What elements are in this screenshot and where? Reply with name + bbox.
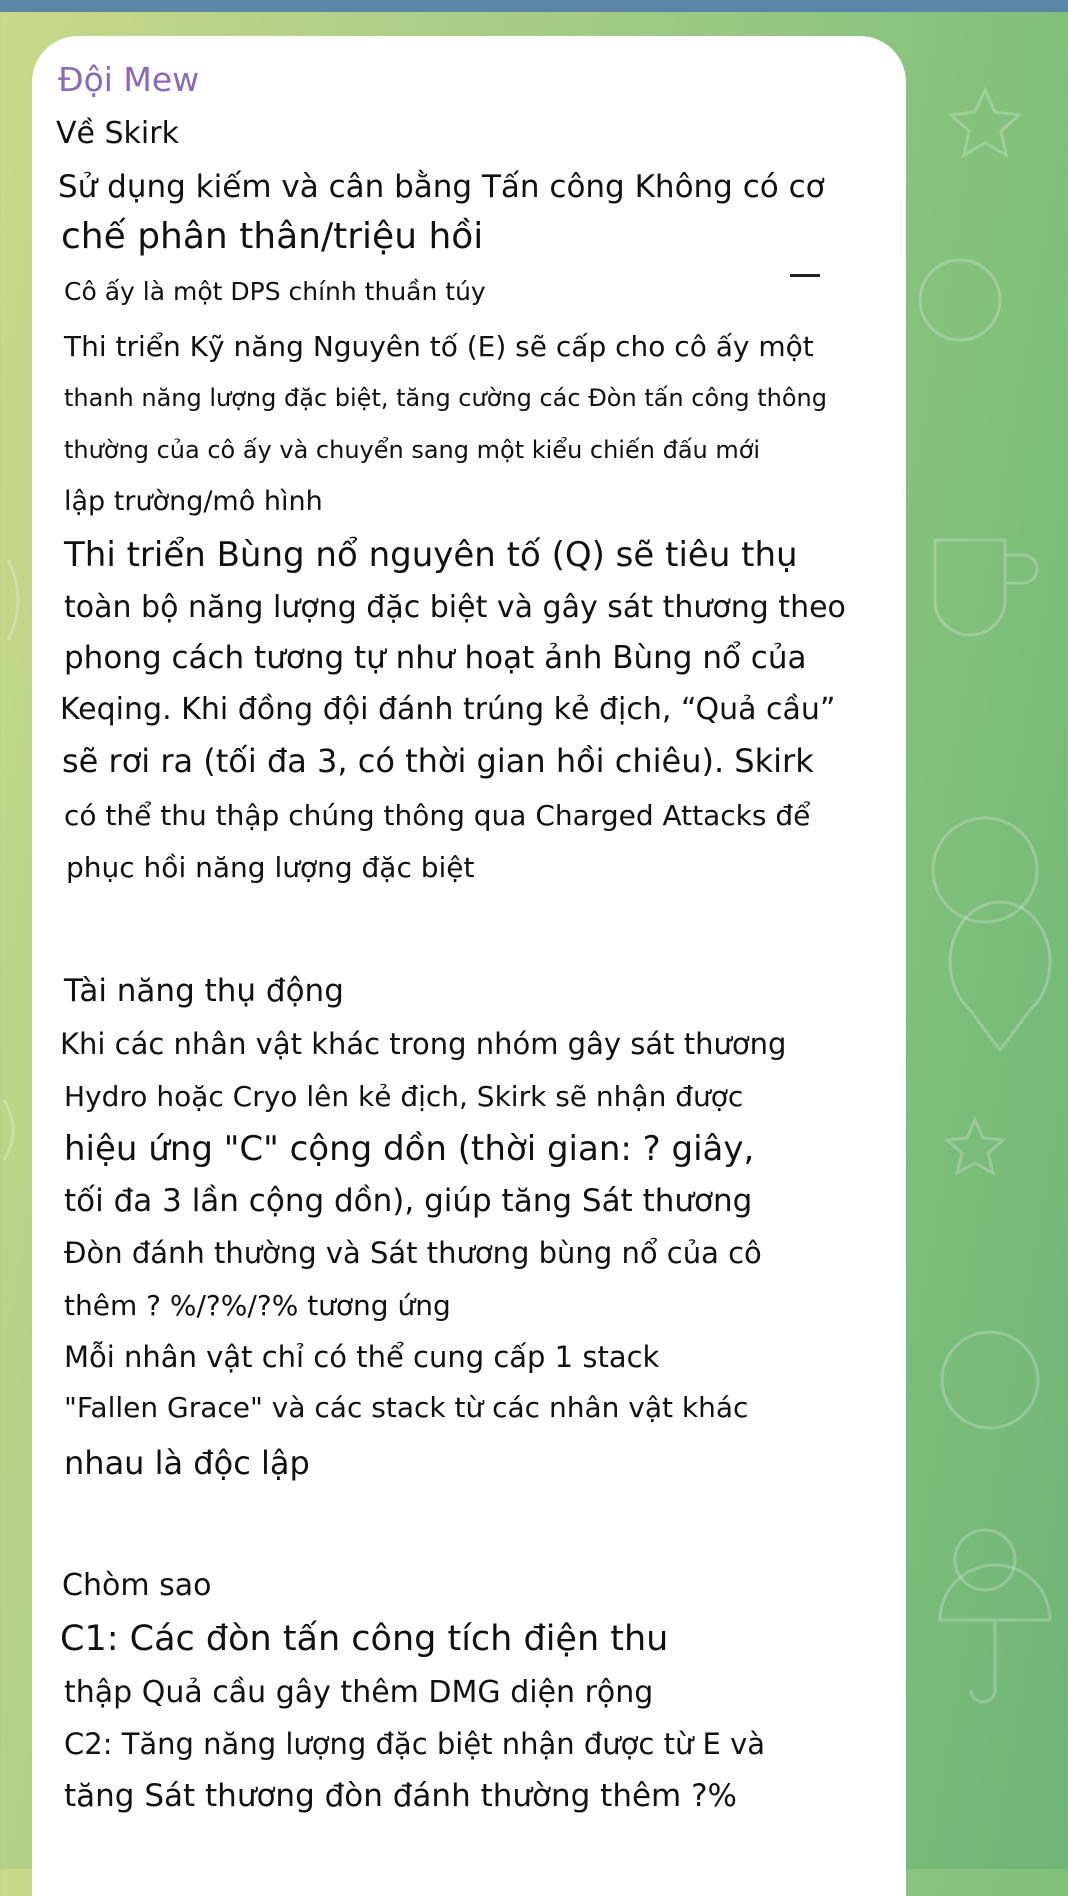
message-line: thập Quả cầu gây thêm DMG diện rộng [64, 1675, 654, 1710]
message-line: Keqing. Khi đồng đội đánh trúng kẻ địch, “Quả cầu” [60, 692, 836, 727]
message-line: hiệu ứng "C" cộng dồn (thời gian: ? giây, [64, 1129, 755, 1169]
message-line: Sử dụng kiếm và cân bằng Tấn công Không có cơ [58, 169, 825, 205]
message-line: có thể thu thập chúng thông qua Charged Attacks để [64, 799, 811, 832]
message-line: Thi triển Kỹ năng Nguyên tố (E) sẽ cấp cho cô ấy một [64, 330, 814, 363]
dash-mark [790, 274, 820, 277]
wallpaper-bubble-icon [920, 260, 1000, 340]
message-line: chế phân thân/triệu hồi [61, 216, 484, 257]
sender-name[interactable]: Đội Mew [58, 60, 200, 99]
message-line: Khi các nhân vật khác trong nhóm gây sát thương [60, 1027, 787, 1061]
section-heading: Chòm sao [62, 1568, 212, 1603]
message-line: Đòn đánh thường và Sát thương bùng nổ của cô [64, 1236, 762, 1270]
message-line: Thi triển Bùng nổ nguyên tố (Q) sẽ tiêu thụ [64, 535, 798, 575]
wallpaper-star-icon-2 [947, 1120, 1003, 1173]
message-line: Mỗi nhân vật chỉ có thể cung cấp 1 stack [64, 1340, 660, 1374]
message-bubble[interactable] [32, 36, 906, 1896]
message-line: nhau là độc lập [64, 1444, 310, 1482]
message-line: C1: Các đòn tấn công tích điện thu [60, 1619, 669, 1659]
wallpaper-umbrella-icon [940, 1565, 1050, 1702]
message-line: C2: Tăng năng lượng đặc biệt nhận được từ E và [64, 1727, 766, 1761]
message-line: Về Skirk [56, 116, 179, 151]
wallpaper-balloon-icon [950, 902, 1050, 1050]
section-heading: Tài năng thụ động [64, 973, 344, 1009]
message-line: thêm ? %/?%/?% tương ứng [64, 1289, 451, 1322]
message-line: toàn bộ năng lượng đặc biệt và gây sát thương theo [64, 590, 846, 625]
message-line: tối đa 3 lần cộng dồn), giúp tăng Sát thương [64, 1183, 753, 1219]
message-line: thường của cô ấy và chuyển sang một kiểu chiến đấu mới [64, 436, 761, 464]
message-line: phong cách tương tự như hoạt ảnh Bùng nổ của [64, 640, 807, 676]
message-line: Hydro hoặc Cryo lên kẻ địch, Skirk sẽ nhận được [64, 1080, 744, 1113]
wallpaper-cup-icon [935, 540, 1037, 635]
wallpaper-pizza-icon [942, 1332, 1038, 1428]
wallpaper-leaf-icon [4, 560, 18, 1160]
message-line: sẽ rơi ra (tối đa 3, có thời gian hồi chiêu). Skirk [62, 742, 814, 780]
message-line: thanh năng lượng đặc biệt, tăng cường các Đòn tấn công thông [64, 384, 827, 412]
message-line: "Fallen Grace" và các stack từ các nhân vật khác [64, 1391, 749, 1424]
wallpaper-swirl-icon [955, 1530, 1015, 1590]
wallpaper-star-icon [951, 90, 1019, 155]
message-line: Cô ấy là một DPS chính thuần túy [64, 277, 486, 306]
message-line: phục hồi năng lượng đặc biệt [66, 851, 475, 884]
message-line: tăng Sát thương đòn đánh thường thêm ?% [64, 1778, 738, 1814]
message-line: lập trường/mô hình [64, 486, 323, 517]
